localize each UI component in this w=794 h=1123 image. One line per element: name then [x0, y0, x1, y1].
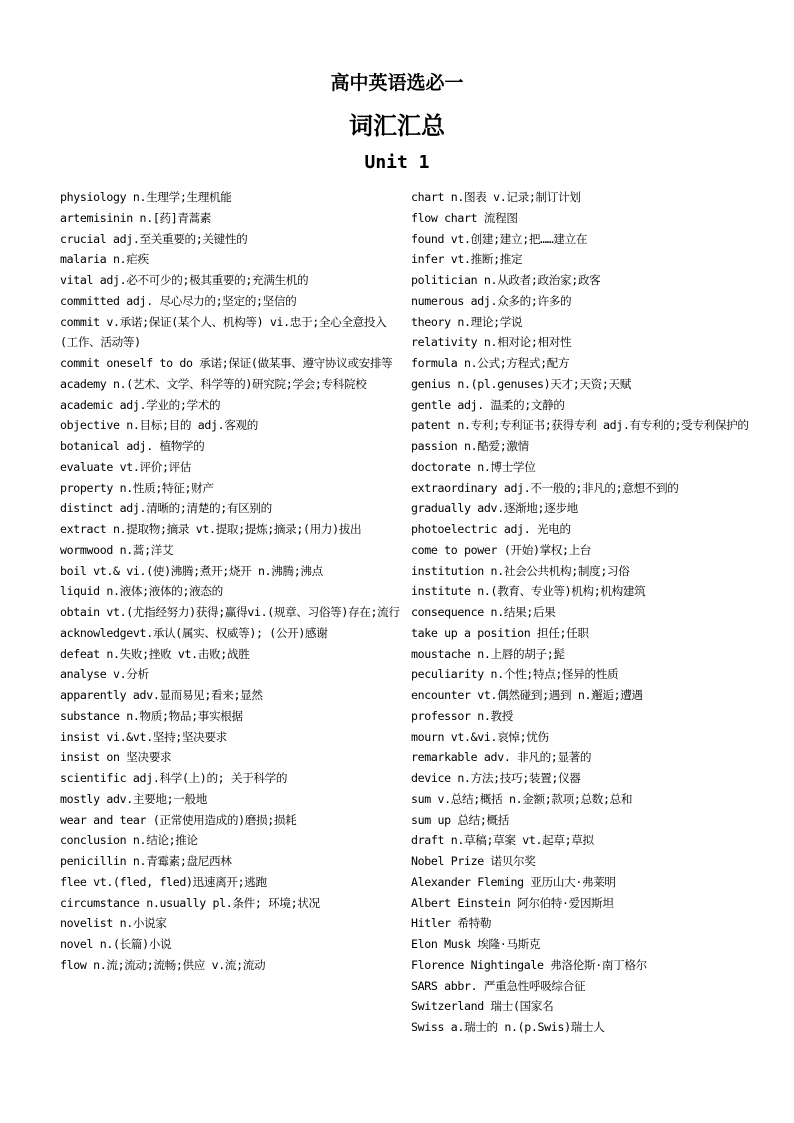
- vocab-entry: mostly adv.主要地;一般地: [60, 791, 208, 806]
- vocab-entry: relativity n.相对论;相对性: [411, 335, 572, 350]
- vocab-entry: Swiss a.瑞士的 n.(p.Swis)瑞士人: [411, 1020, 605, 1034]
- vocab-entry: genius n.(pl.genuses)天才;天资;天赋: [411, 376, 631, 391]
- vocab-entry: wormwood n.蒿;洋艾: [60, 542, 174, 557]
- vocab-entry: numerous adj.众多的;许多的: [411, 293, 572, 308]
- vocab-entry: remarkable adv. 非凡的;显著的: [411, 750, 592, 765]
- vocab-entry: consequence n.结果;后果: [411, 605, 556, 619]
- vocab-entry: device n.方法;技巧;装置;仪器: [411, 771, 581, 785]
- vocab-entry: commit v.承诺;保证(某个人、机构等) vi.忠于;全心全意投入(工作、活动等): [60, 314, 387, 350]
- document-title: 高中英语选必一: [330, 72, 464, 94]
- vocab-entry: penicillin n.青霉素;盘尼西林: [60, 854, 232, 868]
- vocab-entry: come to power (开始)掌权;上台: [411, 542, 592, 557]
- vocab-entry: scientific adj.科学(上)的; 关于科学的: [60, 771, 288, 785]
- vocab-entry: formula n.公式;方程式;配方: [411, 356, 570, 370]
- vocab-entry: extraordinary adj.不一般的;非凡的;意想不到的: [411, 480, 679, 495]
- vocab-entry: politician n.从政者;政治家;政客: [411, 273, 601, 287]
- vocabulary-column-left: [60, 187, 400, 976]
- vocab-entry: take up a position 担任;任职: [411, 625, 589, 640]
- vocab-entry: flow n.流;流动;流畅;供应 v.流;流动: [60, 957, 266, 972]
- vocab-entry: physiology n.生理学;生理机能: [60, 190, 232, 204]
- vocab-entry: encounter vt.偶然碰到;遇到 n.邂逅;遭遇: [411, 688, 643, 702]
- document-subtitle: 词汇汇总: [349, 112, 445, 140]
- vocab-entry: novelist n.小说家: [60, 916, 167, 931]
- vocab-entry: infer vt.推断;推定: [411, 252, 523, 267]
- vocab-entry: photoelectric adj. 光电的: [411, 522, 571, 536]
- vocab-entry: Switzerland 瑞士(国家名: [411, 999, 554, 1014]
- vocab-entry: distinct adj.清晰的;清楚的;有区别的: [60, 501, 272, 516]
- vocab-entry: substance n.物质;物品;事实根据: [60, 708, 243, 723]
- vocab-entry: Nobel Prize 诺贝尔奖: [411, 854, 536, 868]
- vocab-entry: gradually adv.逐渐地;逐步地: [411, 501, 578, 516]
- vocab-entry: botanical adj. 植物学的: [60, 439, 205, 453]
- vocab-entry: mourn vt.&vi.哀悼;忧伤: [411, 729, 549, 744]
- vocab-entry: crucial adj.至关重要的;关键性的: [60, 231, 248, 246]
- vocab-entry: institute n.(教育、专业等)机构;机构建筑: [411, 584, 646, 599]
- vocab-entry: theory n.理论;学说: [411, 314, 523, 329]
- unit-heading: Unit 1: [364, 152, 430, 173]
- vocab-entry: academy n.(艺术、文学、科学等的)研究院;学会;专科院校: [60, 376, 367, 391]
- vocab-entry: Hitler 希特勒: [411, 916, 492, 931]
- vocab-entry: obtain vt.(尤指经努力)获得;赢得vi.(规章、习俗等)存在;流行: [60, 605, 400, 619]
- vocab-entry: institution n.社会公共机构;制度;习俗: [411, 563, 630, 578]
- vocab-entry: SARS abbr. 严重急性呼吸综合征: [411, 978, 586, 993]
- vocab-entry: Albert Einstein 阿尔伯特·爱因斯坦: [411, 895, 614, 910]
- vocab-entry: evaluate vt.评价;评估: [60, 459, 192, 474]
- vocab-entry: conclusion n.结论;推论: [60, 833, 198, 848]
- vocabulary-column-right: [411, 187, 751, 1038]
- vocab-entry: wear and tear (正常使用造成的)磨损;损耗: [60, 812, 297, 827]
- vocab-entry: circumstance n.usually pl.条件; 环境;状况: [60, 895, 320, 910]
- vocab-entry: chart n.图表 v.记录;制订计划: [411, 190, 581, 204]
- vocab-entry: Elon Musk 埃隆·马斯克: [411, 937, 541, 951]
- vocab-entry: found vt.创建;建立;把……建立在: [411, 231, 588, 246]
- vocab-entry: patent n.专利;专利证书;获得专利 adj.有专利的;受专利保护的: [411, 418, 749, 433]
- vocab-entry: committed adj. 尽心尽力的;坚定的;坚信的: [60, 293, 297, 308]
- vocab-entry: liquid n.液体;液体的;液态的: [60, 584, 223, 599]
- vocab-entry: sum v.总结;概括 n.金额;款项;总数;总和: [411, 791, 633, 806]
- vocab-entry: defeat n.失败;挫败 vt.击败;战胜: [60, 646, 250, 661]
- vocab-entry: insist vi.&vt.坚持;坚决要求: [60, 729, 227, 744]
- vocab-entry: analyse v.分析: [60, 667, 149, 682]
- vocab-entry: gentle adj. 温柔的;文静的: [411, 397, 565, 412]
- vocab-entry: property n.性质;特征;财产: [60, 480, 214, 495]
- vocab-entry: artemisinin n.[药]青蒿素: [60, 210, 212, 225]
- vocab-entry: novel n.(长篇)小说: [60, 937, 172, 951]
- vocab-entry: doctorate n.博士学位: [411, 459, 536, 474]
- vocab-entry: Florence Nightingale 弗洛伦斯·南丁格尔: [411, 957, 647, 972]
- vocab-entry: extract n.提取物;摘录 vt.提取;提炼;摘录;(用力)拔出: [60, 522, 362, 536]
- vocab-entry: draft n.草稿;草案 vt.起草;草拟: [411, 833, 594, 848]
- vocab-entry: vital adj.必不可少的;极其重要的;充满生机的: [60, 273, 309, 287]
- vocab-entry: flee vt.(fled, fled)迅速离开;逃跑: [60, 874, 267, 889]
- vocab-entry: apparently adv.显而易见;看来;显然: [60, 688, 263, 702]
- vocab-entry: malaria n.疟疾: [60, 252, 149, 267]
- vocab-entry: passion n.酷爱;激情: [411, 439, 529, 453]
- vocab-entry: acknowledgevt.承认(属实、权威等); (公开)感谢: [60, 625, 328, 640]
- vocab-entry: peculiarity n.个性;特点;怪异的性质: [411, 667, 619, 682]
- vocab-entry: academic adj.学业的;学术的: [60, 397, 221, 412]
- vocab-entry: moustache n.上唇的胡子;髭: [411, 646, 565, 661]
- vocab-entry: commit oneself to do 承诺;保证(做某事、遵守协议或安排等: [60, 356, 393, 370]
- vocab-entry: professor n.教授: [411, 708, 514, 723]
- vocab-entry: Alexander Fleming 亚历山大·弗莱明: [411, 874, 616, 889]
- vocab-entry: objective n.目标;目的 adj.客观的: [60, 418, 259, 433]
- vocab-entry: boil vt.& vi.(使)沸腾;煮开;烧开 n.沸腾;沸点: [60, 563, 323, 578]
- vocab-entry: insist on 坚决要求: [60, 750, 172, 765]
- vocab-entry: flow chart 流程图: [411, 210, 518, 225]
- vocab-entry: sum up 总结;概括: [411, 812, 510, 827]
